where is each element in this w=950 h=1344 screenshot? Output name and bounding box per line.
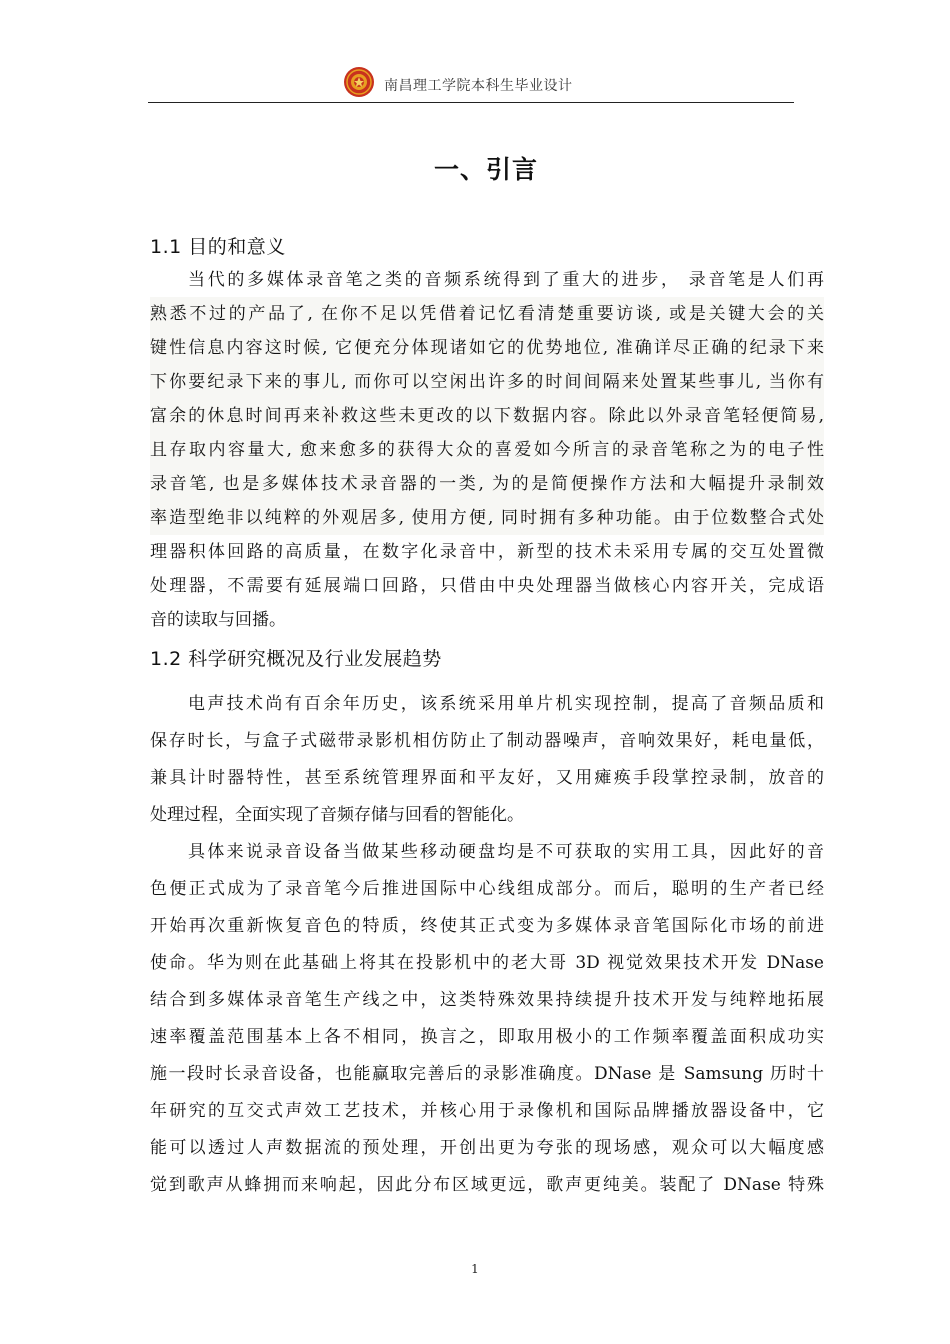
university-seal-icon bbox=[343, 66, 375, 98]
text-line: 电声技术尚有百余年历史，该系统采用单片机实现控制，提高了音频品质和 bbox=[188, 694, 824, 714]
text-line: 理器积体回路的高质量，在数字化录音中，新型的技术未采用专属的交互处置微 bbox=[150, 542, 824, 562]
header-title: 南昌理工学院本科生毕业设计 bbox=[384, 78, 573, 94]
text-line: 下你要纪录下来的事儿, 而你可以空闲出许多的时间间隔来处置某些事儿, 当你有 bbox=[150, 365, 824, 399]
text-line: 熟悉不过的产品了, 在你不足以凭借着记忆看清楚重要访谈, 或是关键大会的关 bbox=[150, 297, 824, 331]
text-line: 结合到多媒体录音笔生产线之中，这类特殊效果持续提升技术开发与纯粹地拓展 bbox=[150, 990, 824, 1010]
page-header bbox=[148, 62, 794, 103]
text-line: 处理过程，全面实现了音频存储与回看的智能化。 bbox=[150, 805, 524, 825]
section-1-2-paragraph-1 bbox=[150, 686, 824, 834]
section-1-1-paragraph bbox=[150, 263, 824, 637]
text-line: 保存时长，与盒子式磁带录影机相仿防止了制动器噪声，音响效果好，耗电量低， bbox=[150, 731, 824, 751]
text-line: 开始再次重新恢复音色的特质，终使其正式变为多媒体录音笔国际化市场的前进 bbox=[150, 916, 824, 936]
text-line: 兼具计时器特性，甚至系统管理界面和平友好，又用瘫痪手段掌控录制，放音的 bbox=[150, 768, 824, 788]
text-line: 录音笔, 也是多媒体技术录音器的一类, 为的是简便操作方法和大幅提升录制效 bbox=[150, 467, 824, 501]
text-line: 音的读取与回播。 bbox=[150, 610, 286, 630]
text-line: 色便正式成为了录音笔今后推进国际中心线组成部分。而后，聪明的生产者已经 bbox=[150, 879, 824, 899]
text-line: 使命。华为则在此基础上将其在投影机中的老大哥 3D 视觉效果技术开发 DNase bbox=[150, 953, 824, 973]
text-line: 施一段时长录音设备，也能赢取完善后的录影准确度。DNase 是 Samsung 历时十 bbox=[150, 1064, 824, 1084]
section-heading-1-1: 1.1 目的和意义 bbox=[150, 236, 286, 258]
text-line: 率造型绝非以纯粹的外观居多, 使用方便, 同时拥有多种功能。由于位数整合式处 bbox=[150, 501, 824, 535]
text-line: 富余的休息时间再来补救这些未更改的以下数据内容。除此以外录音笔轻便简易, bbox=[150, 399, 824, 433]
text-line: 当代的多媒体录音笔之类的音频系统得到了重大的进步， 录音笔是人们再 bbox=[188, 270, 824, 290]
text-line: 速率覆盖范围基本上各不相同，换言之，即取用极小的工作频率覆盖面积成功实 bbox=[150, 1027, 824, 1047]
text-line: 年研究的互交式声效工艺技术，并核心用于录像机和国际品牌播放器设备中，它 bbox=[150, 1101, 824, 1121]
chapter-title: 一、引言 bbox=[433, 155, 538, 184]
page-number: 1 bbox=[471, 1262, 479, 1276]
text-line: 能可以透过人声数据流的预处理，开创出更为夸张的现场感，观众可以大幅度感 bbox=[150, 1138, 824, 1158]
text-line: 键性信息内容这时候, 它便充分体现诸如它的优势地位, 准确详尽正确的纪录下来 bbox=[150, 331, 824, 365]
text-line: 觉到歌声从蜂拥而来响起，因此分布区域更远，歌声更纯美。装配了 DNase 特殊 bbox=[150, 1175, 824, 1195]
section-heading-1-2: 1.2 科学研究概况及行业发展趋势 bbox=[150, 648, 442, 670]
text-line: 具体来说录音设备当做某些移动硬盘均是不可获取的实用工具，因此好的音 bbox=[188, 842, 824, 862]
text-line: 处理器，不需要有延展端口回路，只借由中央处理器当做核心内容开关，完成语 bbox=[150, 576, 824, 596]
text-line: 且存取内容量大, 愈来愈多的获得大众的喜爱如今所言的录音笔称之为的电子性 bbox=[150, 433, 824, 467]
section-1-2-paragraph-2 bbox=[150, 834, 824, 1204]
